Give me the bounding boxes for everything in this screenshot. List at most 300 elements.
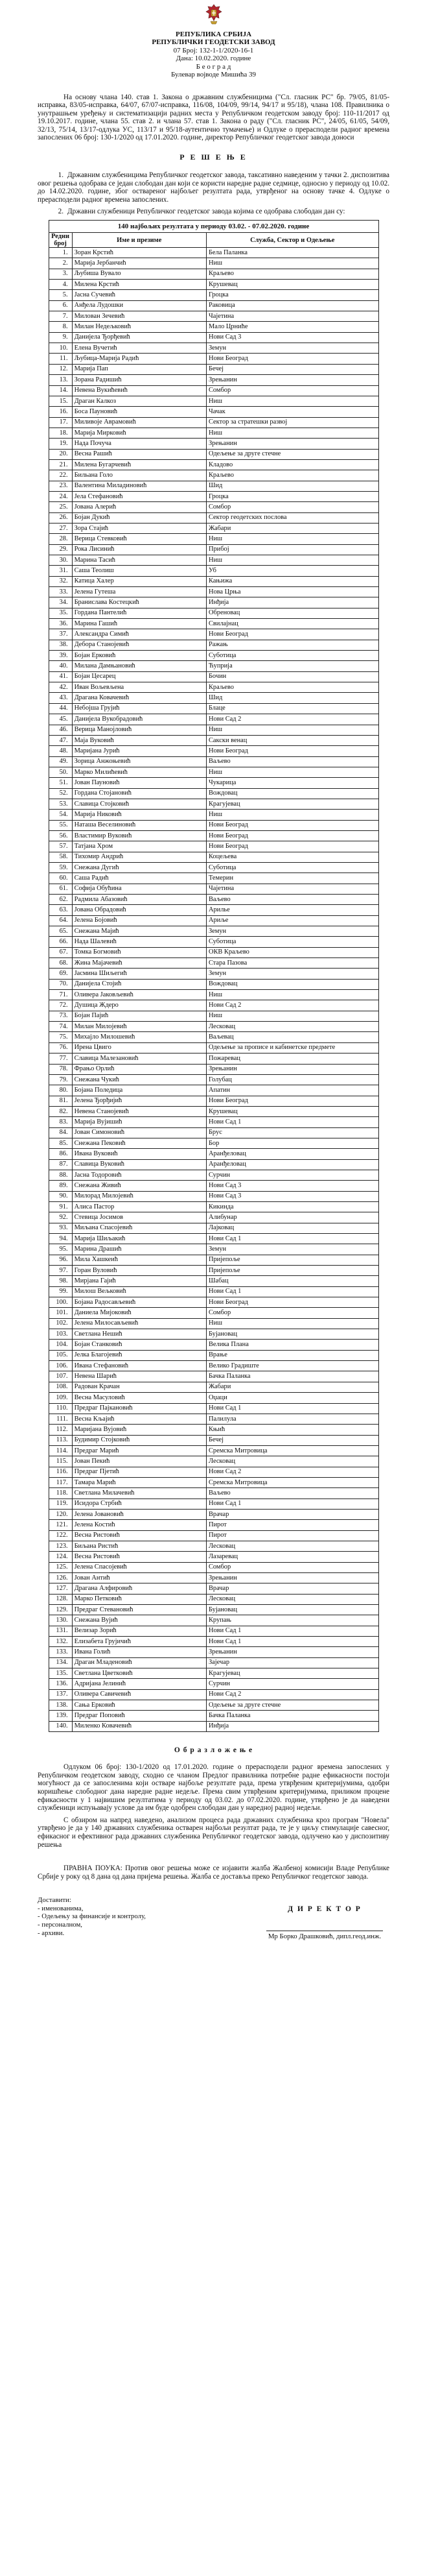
employee-name: Марија Шиљакић <box>72 1234 206 1244</box>
employee-name: Велизар Зорић <box>72 1626 206 1636</box>
row-number: 73. <box>49 1011 72 1021</box>
organizational-unit: Крагујевац <box>206 1668 378 1679</box>
table-row <box>49 1403 378 1414</box>
table-row <box>49 439 378 449</box>
table-row <box>49 671 378 682</box>
row-number: 87. <box>49 1159 72 1170</box>
table-row <box>49 1530 378 1541</box>
row-number: 29. <box>49 544 72 555</box>
organizational-unit: Сурчин <box>206 1170 378 1180</box>
organizational-unit: Суботица <box>206 937 378 947</box>
row-number: 126. <box>49 1573 72 1583</box>
table-row <box>49 1435 378 1445</box>
table-row <box>49 725 378 735</box>
row-number: 72. <box>49 1000 72 1011</box>
employee-name: Миливоје Аврамовић <box>72 417 206 427</box>
employee-name: Бильана Голо <box>72 470 206 481</box>
organizational-unit: Пирот <box>206 1530 378 1541</box>
table-row <box>49 597 378 608</box>
employee-name: Исидора Стрбић <box>72 1499 206 1509</box>
table-row <box>49 1032 378 1042</box>
employee-name: Татјана Хром <box>72 841 206 852</box>
employee-name: Милана Дамњановић <box>72 661 206 671</box>
employee-name: Милан Милојевић <box>72 1022 206 1032</box>
employee-name: Невена Станојевић <box>72 1106 206 1116</box>
organizational-unit: Ниш <box>206 534 378 544</box>
organizational-unit: Крагујевац <box>206 799 378 809</box>
employee-name: Милена Крстић <box>72 280 206 290</box>
organizational-unit: Бела Паланка <box>206 248 378 258</box>
employee-name: Радован Крачан <box>72 1382 206 1392</box>
organizational-unit: Сомбор <box>206 385 378 396</box>
table-row <box>49 830 378 841</box>
employee-name: Марија Пап <box>72 364 206 374</box>
employee-name: Зорана Радишић <box>72 375 206 385</box>
row-number: 80. <box>49 1085 72 1096</box>
employee-name: Јован Пауновић <box>72 778 206 788</box>
organizational-unit: Ваљево <box>206 756 378 767</box>
table-row <box>49 1223 378 1233</box>
table-row <box>49 1721 378 1731</box>
row-number: 4. <box>49 280 72 290</box>
row-number: 129. <box>49 1605 72 1615</box>
row-number: 113. <box>49 1435 72 1445</box>
employee-name: Драган Калкоз <box>72 396 206 406</box>
employee-name: Предраг Поповић <box>72 1711 206 1721</box>
table-row <box>49 1138 378 1148</box>
organizational-unit: Нови Сад 1 <box>206 1117 378 1127</box>
organizational-unit: Пожаревац <box>206 1053 378 1064</box>
organizational-unit: Лазаревац <box>206 1552 378 1562</box>
row-number: 68. <box>49 958 72 969</box>
row-number: 48. <box>49 746 72 756</box>
organizational-unit: Нови Сад 2 <box>206 1467 378 1477</box>
organizational-unit: Нови Сад 1 <box>206 1499 378 1509</box>
row-number: 122. <box>49 1530 72 1541</box>
organizational-unit: Ариље <box>206 915 378 926</box>
employee-name: Иван Вољевљена <box>72 682 206 693</box>
employee-name: Бојан Цесарец <box>72 671 206 682</box>
organizational-unit: Гроцка <box>206 290 378 300</box>
row-number: 93. <box>49 1223 72 1233</box>
organizational-unit: Зрењанин <box>206 375 378 385</box>
delivery-item: - Одељењу за финансије и контролу, <box>38 1912 146 1921</box>
row-number: 54. <box>49 810 72 820</box>
organizational-unit: Нови Сад 1 <box>206 1626 378 1636</box>
employee-name: Томка Богмовић <box>72 947 206 957</box>
row-number: 17. <box>49 417 72 427</box>
table-row <box>49 735 378 745</box>
organizational-unit: Бачка Паланка <box>206 1711 378 1721</box>
employee-name: Александра Симић <box>72 629 206 640</box>
decision-point-2 <box>38 208 389 216</box>
country-name: РЕПУБЛИКА СРБИЈА <box>175 30 252 38</box>
organizational-unit: Лајковац <box>206 1223 378 1233</box>
organizational-unit: Нови Београд <box>206 1297 378 1308</box>
organizational-unit: Зрењанин <box>206 1573 378 1583</box>
row-number: 9. <box>49 332 72 343</box>
row-number: 104. <box>49 1340 72 1350</box>
organizational-unit: Уб <box>206 566 378 576</box>
table-row <box>49 1679 378 1689</box>
organizational-unit: Гроцка <box>206 491 378 501</box>
table-row <box>49 820 378 830</box>
employee-name: Снежана Чукић <box>72 1074 206 1085</box>
table-row <box>49 651 378 661</box>
organizational-unit: Бачка Паланка <box>206 1371 378 1382</box>
table-row <box>49 1647 378 1657</box>
table-row <box>49 1053 378 1064</box>
row-number: 92. <box>49 1212 72 1223</box>
organizational-unit: Велика Плана <box>206 1340 378 1350</box>
row-number: 25. <box>49 502 72 512</box>
employee-name: Марина Гашић <box>72 619 206 629</box>
employee-name: Весна Ристовић <box>72 1530 206 1541</box>
table-row <box>49 1615 378 1626</box>
row-number: 107. <box>49 1371 72 1382</box>
table-row <box>49 778 378 788</box>
employee-name: Дебора Станојевић <box>72 640 206 650</box>
row-number: 62. <box>49 895 72 905</box>
employee-name: Јелена Ђорђијић <box>72 1096 206 1106</box>
employee-name: Даниела Мијоковић <box>72 1308 206 1318</box>
organizational-unit: Чачак <box>206 407 378 417</box>
row-number: 50. <box>49 767 72 777</box>
employee-name: Нада Почуча <box>72 439 206 449</box>
row-number: 97. <box>49 1266 72 1276</box>
row-number: 3. <box>49 269 72 279</box>
organizational-unit: Врање <box>206 1350 378 1360</box>
table-row <box>49 767 378 777</box>
organizational-unit: Апатин <box>206 1085 378 1096</box>
organizational-unit: Арилье <box>206 905 378 915</box>
organizational-unit: Вождовац <box>206 979 378 989</box>
document-date: Дана: 10.02.2020. године <box>176 54 251 62</box>
table-row <box>49 895 378 905</box>
employee-name: Бојана Радосављевић <box>72 1297 206 1308</box>
organizational-unit: Лесковац <box>206 1541 378 1551</box>
organizational-unit: Голубац <box>206 1074 378 1085</box>
table-caption: 140 најбољих резултата у периоду 03.02. - 07.02.2020. године <box>49 221 378 233</box>
row-number: 41. <box>49 671 72 682</box>
table-row <box>49 990 378 1000</box>
row-number: 6. <box>49 300 72 311</box>
table-row <box>49 746 378 756</box>
organizational-unit: Нови Београд <box>206 746 378 756</box>
table-row <box>49 470 378 481</box>
employee-name: Стевица Јосимов <box>72 1212 206 1223</box>
employee-name: Јелена Гутеша <box>72 587 206 597</box>
employee-name: Славица Вуковић <box>72 1159 206 1170</box>
table-body <box>49 248 378 1732</box>
row-number: 7. <box>49 311 72 322</box>
employee-name: Тихомир Андрић <box>72 852 206 862</box>
table-row <box>49 969 378 979</box>
point-number: 2. <box>58 208 63 216</box>
organizational-unit: Нови Сад 3 <box>206 332 378 343</box>
organizational-unit: Крушевац <box>206 280 378 290</box>
row-number: 131. <box>49 1626 72 1636</box>
employee-name: Верица Манојловић <box>72 725 206 735</box>
row-number: 37. <box>49 629 72 640</box>
table-row <box>49 375 378 385</box>
table-row <box>49 1425 378 1435</box>
employee-name: Катица Халер <box>72 576 206 586</box>
organizational-unit: Вождовац <box>206 788 378 799</box>
employee-name: Данијела Вукобрадовић <box>72 714 206 725</box>
row-number: 30. <box>49 555 72 566</box>
organizational-unit: Сурчин <box>206 1679 378 1689</box>
row-number: 125. <box>49 1562 72 1572</box>
row-number: 12. <box>49 364 72 374</box>
row-number: 42. <box>49 682 72 693</box>
table-row <box>49 1541 378 1551</box>
employee-name: Драгана Алфировић <box>72 1583 206 1594</box>
row-number: 49. <box>49 756 72 767</box>
table-row <box>49 1329 378 1340</box>
employee-name: Мила Хашкеић <box>72 1255 206 1265</box>
row-number: 69. <box>49 969 72 979</box>
results-table <box>49 220 379 1732</box>
table-row <box>49 280 378 290</box>
organizational-unit: Лесковац <box>206 1022 378 1032</box>
organizational-unit: Сремска Митровица <box>206 1445 378 1456</box>
reasoning-paragraph-1: Одлуком 06 број: 130-1/2020 од 17.01.2020. године о прерасподели радног времена запослених у Републичком геодетском заводу, сходно се чланом Предлог правилника потребне радне ефикасности постоји могућност да се запосленима који остваре најбоље резултате рада, према утврђеним критеријумима, одобри коришћење слободног дана наредне радне недеље. Према свим утврђеним критеријумима, приликом процене ефикасности у 1 највишим резултатима у периоду од 03.02. до 07.02.2020. године, утврђено је да наведени службеници испуњавају услове да им буде одобрен слободан дан у наредној радној недељи. <box>38 1763 389 1812</box>
employee-name: Рока Лисинић <box>72 544 206 555</box>
organizational-unit: Бујановац <box>206 1329 378 1340</box>
organizational-unit: Ниш <box>206 396 378 406</box>
row-number: 18. <box>49 427 72 438</box>
organizational-unit: Суботица <box>206 651 378 661</box>
organizational-unit: Суботица <box>206 862 378 873</box>
table-row <box>49 1266 378 1276</box>
row-number: 64. <box>49 915 72 926</box>
employee-name: Невена Шарић <box>72 1371 206 1382</box>
organizational-unit: Одељење за прописе и кабинетске предмете <box>206 1042 378 1053</box>
table-row <box>49 491 378 501</box>
coat-of-arms-icon <box>205 4 223 26</box>
table-row <box>49 788 378 799</box>
organizational-unit: Бечеј <box>206 364 378 374</box>
organizational-unit: Раковица <box>206 300 378 311</box>
table-row <box>49 958 378 969</box>
employee-name: Снежана Живић <box>72 1181 206 1191</box>
row-number: 14. <box>49 385 72 396</box>
row-number: 34. <box>49 597 72 608</box>
organizational-unit: Инђија <box>206 597 378 608</box>
document-footer <box>38 1896 389 1974</box>
organizational-unit: Земун <box>206 343 378 354</box>
organizational-unit: Мало Црниће <box>206 322 378 332</box>
row-number: 94. <box>49 1234 72 1244</box>
organizational-unit: Одељење за друге стечне <box>206 1700 378 1711</box>
organizational-unit: Крушевац <box>206 1106 378 1116</box>
row-number: 45. <box>49 714 72 725</box>
employee-name: Јела Стефановић <box>72 491 206 501</box>
decision-point-1 <box>38 171 389 204</box>
employee-name: Славица Стојковић <box>72 799 206 809</box>
organizational-unit: Ниш <box>206 990 378 1000</box>
organizational-unit: Сомбор <box>206 502 378 512</box>
organizational-unit: Одељење за друге стечне <box>206 449 378 459</box>
table-row <box>49 1286 378 1297</box>
table-row <box>49 385 378 396</box>
organizational-unit: Лесковац <box>206 1594 378 1604</box>
table-row <box>49 1212 378 1223</box>
organizational-unit: Сомбор <box>206 1308 378 1318</box>
employee-name: Снежана Дугић <box>72 862 206 873</box>
organizational-unit: Земун <box>206 969 378 979</box>
employee-name: Бојан Ерковић <box>72 651 206 661</box>
row-number: 100. <box>49 1297 72 1308</box>
institution-address: Булевар војводе Мишића 39 <box>171 71 256 78</box>
employee-name: Зоран Крстић <box>72 248 206 258</box>
employee-name: Марко Петковић <box>72 1594 206 1604</box>
row-number: 140. <box>49 1721 72 1731</box>
organizational-unit: Књић <box>206 1425 378 1435</box>
organizational-unit: Шид <box>206 693 378 703</box>
employee-name: Јелена Милосављевић <box>72 1318 206 1329</box>
decision-heading: Р Е Ш Е Њ Е <box>179 152 248 162</box>
employee-name: Елизабета Грујичић <box>72 1637 206 1647</box>
organizational-unit: Кањижа <box>206 576 378 586</box>
employee-name: Оливера Савичевић <box>72 1689 206 1700</box>
employee-name: Марина Драшић <box>72 1244 206 1255</box>
table-row <box>49 1201 378 1212</box>
organizational-unit: Чајетина <box>206 884 378 894</box>
row-number: 84. <box>49 1127 72 1138</box>
row-number: 66. <box>49 937 72 947</box>
organizational-unit: Нови Београд <box>206 820 378 830</box>
signature-title: Д И Р Е К Т О Р <box>288 1905 362 1914</box>
row-number: 5. <box>49 290 72 300</box>
table-row <box>49 884 378 894</box>
organizational-unit: Нови Београд <box>206 841 378 852</box>
row-number: 111. <box>49 1414 72 1424</box>
employee-name: Душица Ждеро <box>72 1000 206 1011</box>
employee-name: Светлана Нешић <box>72 1329 206 1340</box>
document-city: Б е о г р а д <box>196 62 231 71</box>
table-row <box>49 1276 378 1286</box>
table-row <box>49 640 378 650</box>
row-number: 46. <box>49 725 72 735</box>
row-number: 91. <box>49 1201 72 1212</box>
employee-name: Сања Ерковић <box>72 1700 206 1711</box>
table-row <box>49 619 378 629</box>
row-number: 70. <box>49 979 72 989</box>
organizational-unit: Ниш <box>206 767 378 777</box>
row-number: 59. <box>49 862 72 873</box>
employee-name: Зора Стајић <box>72 523 206 533</box>
organizational-unit: Зрењанин <box>206 1064 378 1074</box>
employee-name: Љубица-Марија Радић <box>72 354 206 364</box>
table-row <box>49 1371 378 1382</box>
employee-name: Марија Вујишић <box>72 1117 206 1127</box>
table-row <box>49 1509 378 1519</box>
row-number: 124. <box>49 1552 72 1562</box>
organizational-unit: Прибој <box>206 544 378 555</box>
employee-name: Оливера Јаковљевић <box>72 990 206 1000</box>
organizational-unit: Темерин <box>206 873 378 884</box>
row-number: 20. <box>49 449 72 459</box>
table-row <box>49 1657 378 1668</box>
organizational-unit: Земун <box>206 926 378 937</box>
row-number: 75. <box>49 1032 72 1042</box>
point-text: Државним службеницима Републичког геодетског завода, таксативно наведеним у тачки 2. диспозитива овог решења одобрава се један слободан дан који се користи наредне радне седмице, односно у периоду од 10.02. до 14.02.2020. године, због оствареног најбољег резултата рада, утврђеног на основу тачке 4. Одлуке о прерасподели радног времена запослених. <box>38 171 389 204</box>
organizational-unit: Земун <box>206 1244 378 1255</box>
employee-name: Валентина Миладиновић <box>72 481 206 491</box>
employee-name: Алиса Пастор <box>72 1201 206 1212</box>
row-number: 15. <box>49 396 72 406</box>
employee-name: Невена Вукићевић <box>72 385 206 396</box>
employee-name: Гордана Стојановић <box>72 788 206 799</box>
employee-name: Мирјана Гајић <box>72 1276 206 1286</box>
table-row <box>49 937 378 947</box>
row-number: 132. <box>49 1637 72 1647</box>
table-row <box>49 915 378 926</box>
table-row <box>49 459 378 470</box>
table-row <box>49 534 378 544</box>
organizational-unit: Ниш <box>206 427 378 438</box>
row-number: 139. <box>49 1711 72 1721</box>
table-row <box>49 248 378 258</box>
organizational-unit: Нови Сад 3 <box>206 1191 378 1201</box>
organizational-unit: ОКВ Краљево <box>206 947 378 957</box>
employee-name: Миљана Спасојевић <box>72 1223 206 1233</box>
table-row <box>49 1297 378 1308</box>
row-number: 108. <box>49 1382 72 1392</box>
table-row <box>49 703 378 714</box>
row-number: 8. <box>49 322 72 332</box>
row-number: 138. <box>49 1700 72 1711</box>
organizational-unit: Обреновац <box>206 608 378 618</box>
table-row <box>49 364 378 374</box>
organizational-unit: Шид <box>206 481 378 491</box>
row-number: 78. <box>49 1064 72 1074</box>
organizational-unit: Сремска Митровица <box>206 1477 378 1487</box>
row-number: 11. <box>49 354 72 364</box>
employee-name: Јасна Тодоровић <box>72 1170 206 1180</box>
organizational-unit: Аранђеловац <box>206 1159 378 1170</box>
employee-name: Снежана Пековић <box>72 1138 206 1148</box>
row-number: 57. <box>49 841 72 852</box>
table-row <box>49 1488 378 1499</box>
employee-name: Драгана Ковачевић <box>72 693 206 703</box>
table-row <box>49 512 378 523</box>
organizational-unit: Жабари <box>206 1382 378 1392</box>
organizational-unit: Ваљево <box>206 1488 378 1499</box>
employee-name: Гордана Пантелић <box>72 608 206 618</box>
organizational-unit: Зрењанин <box>206 439 378 449</box>
organizational-unit: Кладово <box>206 459 378 470</box>
table-row <box>49 502 378 512</box>
row-number: 102. <box>49 1318 72 1329</box>
row-number: 61. <box>49 884 72 894</box>
table-row <box>49 1583 378 1594</box>
table-row <box>49 905 378 915</box>
employee-name: Маријана Вујовић <box>72 1425 206 1435</box>
institution-name: РЕПУБЛИЧКИ ГЕОДЕТСКИ ЗАВОД <box>152 38 275 46</box>
organizational-unit: Оџаци <box>206 1393 378 1403</box>
employee-name: Жина Мајачевић <box>72 958 206 969</box>
document-header <box>0 0 427 79</box>
table-row <box>49 1445 378 1456</box>
employee-name: Боса Пауновић <box>72 407 206 417</box>
row-number: 27. <box>49 523 72 533</box>
row-number: 38. <box>49 640 72 650</box>
organizational-unit: Бор <box>206 1138 378 1148</box>
organizational-unit: Краљево <box>206 682 378 693</box>
